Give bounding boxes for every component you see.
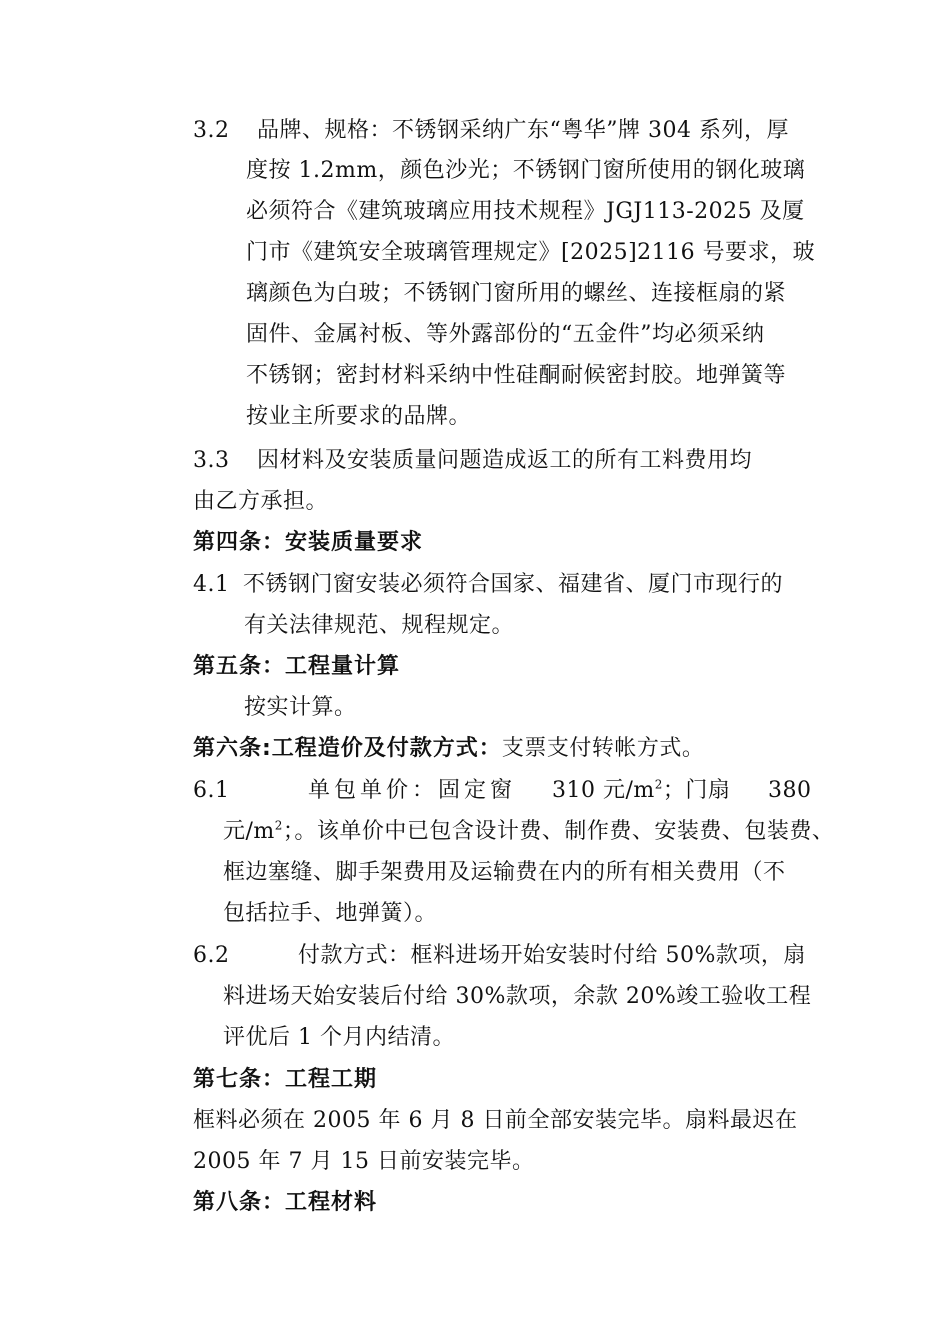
article-6-heading: 第六条:工程造价及付款方式： [193,736,502,761]
clause-6-2-line-2: 料进场天始安装后付给 30%款项，余款 20%竣工验收工程 [223,984,812,1009]
article-6-heading-tail: 支票支付转帐方式。 [501,736,705,761]
clause-3-2-line-5: 璃颜色为白玻；不锈钢门窗所用的螺丝、连接框扇的紧 [246,281,787,306]
article-6-heading-line [193,734,704,764]
clause-6-2-line-1: 付款方式：框料进场开始安装时付给 50%款项，扇 [298,943,806,968]
clause-6-1-price-door: 380 [768,778,812,803]
clause-6-2-line-3: 评优后 1 个月内结清。 [223,1025,455,1050]
clause-3-2-line-2: 度按 1.2mm，颜色沙光；不锈钢门窗所使用的钢化玻璃 [246,158,806,183]
clause-3-2-line-8: 按业主所要求的品牌。 [246,404,472,429]
article-7-line-1: 框料必须在 2005 年 6 月 8 日前全部安装完毕。扇料最迟在 [193,1108,798,1133]
clause-6-1-line-4: 包括拉手、地弹簧）。 [223,901,438,926]
clause-3-2-line-6: 固件、金属衬板、等外露部份的“五金件”均必须采纳 [246,322,765,347]
article-7-line-2: 2005 年 7 月 15 日前安装完毕。 [193,1149,535,1174]
clause-6-1-line-1a: 单包单价：固定窗 [308,778,517,803]
article-8-heading: 第八条：工程材料 [193,1190,378,1215]
clause-6-2-number: 6.2 [193,943,230,968]
clause-6-1-price-window: 310 元$/m^2$；门扇 [552,777,731,803]
clause-6-1-line-3: 框边塞缝、脚手架费用及运输费在内的所有相关费用（不 [223,860,786,885]
superscript: 2 [654,777,663,792]
article-4-heading: 第四条：安装质量要求 [193,530,424,555]
clause-3-2-line-3: 必须符合《建筑玻璃应用技术规程》JGJ113-2025 及厦 [246,199,805,224]
article-5-body: 按实计算。 [244,695,357,720]
clause-3-2-line-4: 门市《建筑安全玻璃管理规定》[2025]2116 号要求，玻 [246,240,816,265]
clause-number: 4.1 [193,572,230,597]
article-7-heading: 第七条：工程工期 [193,1067,378,1092]
article-5-heading: 第五条：工程量计算 [193,654,401,679]
clause-6-1-line-2: 元$/m^2$；。该单价中已包含设计费、制作费、安装费、包装费、 [223,818,835,844]
clause-4-1-line-1: 4.1 不锈钢门窗安装必须符合国家、福建省、厦门市现行的 [193,570,783,600]
clause-number: 3.3 [193,448,230,473]
clause-number: 3.2 [193,118,230,143]
clause-4-1-line-2: 有关法律规范、规程规定。 [244,613,515,638]
clause-6-1-number: 6.1 [193,778,230,803]
clause-3-2-line-1: 3.2 品牌、规格：不锈钢采纳广东“粤华”牌 304 系列，厚 [193,116,789,146]
superscript: 2 [274,818,283,833]
clause-3-3-line-1: 3.3 因材料及安装质量问题造成返工的所有工料费用均 [193,446,752,476]
clause-3-3-line-2: 由乙方承担。 [193,489,329,514]
clause-3-2-line-7: 不锈钢；密封材料采纳中性硅酮耐候密封胶。地弹簧等 [246,363,787,388]
